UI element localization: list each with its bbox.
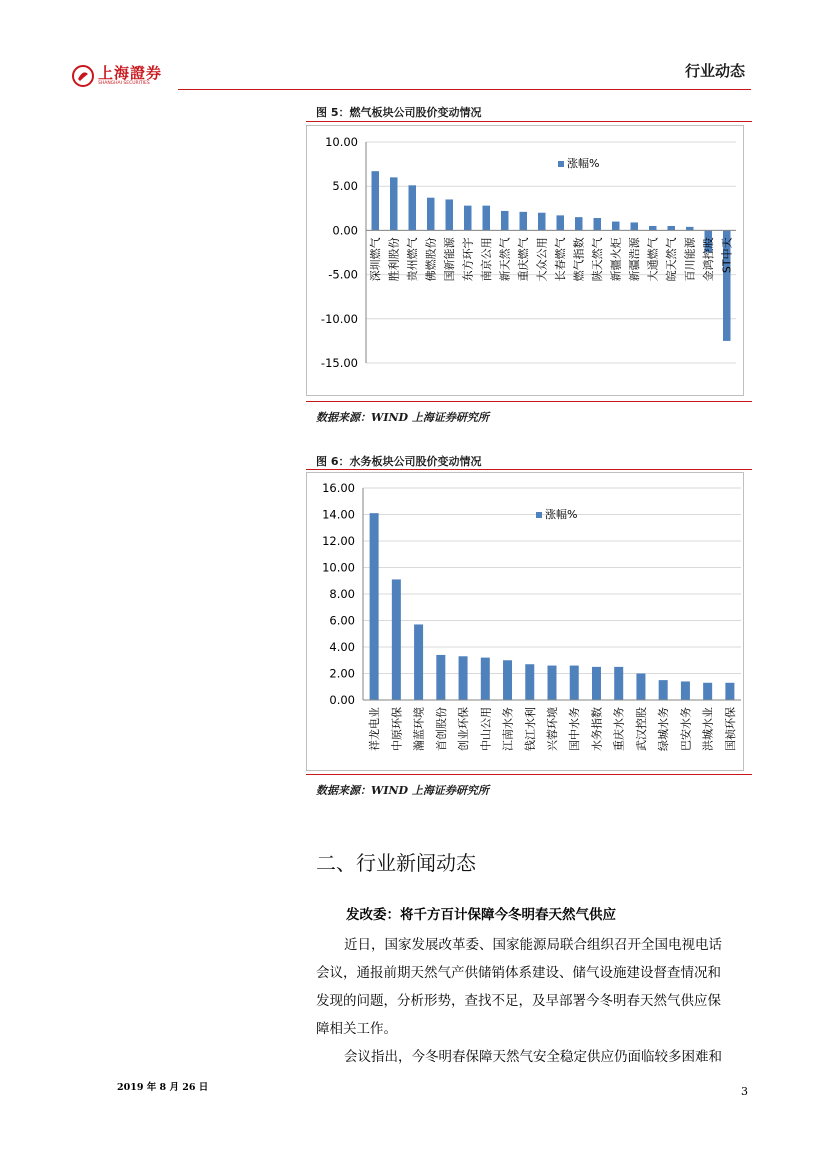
bar [483,206,491,231]
company-logo [72,62,182,90]
legend-swatch [558,161,564,167]
bar [614,667,623,700]
category-label: 陕天然气 [591,237,605,282]
bar [649,226,657,230]
bar [570,666,579,700]
category-label: 新疆浩源 [628,237,642,282]
bar [392,579,401,700]
category-label: 东方环宇 [461,237,475,282]
bar [659,680,668,700]
bar [409,185,417,230]
y-tick-label: 10.00 [322,560,355,575]
figure5-title: 图 5：燃气板块公司股价变动情况 [316,106,482,119]
figure6-source: 数据来源：WIND 上海证券研究所 [316,784,489,797]
y-tick-label: 16.00 [322,481,355,495]
y-tick-label: -5.00 [328,267,358,282]
category-label: 贵州燃气 [406,237,420,282]
category-label: 新疆火炬 [609,237,623,282]
category-label: 首创股份 [434,707,448,751]
bar [446,199,454,230]
category-label: 新天然气 [498,237,512,282]
category-label: 重庆水务 [612,707,626,751]
category-label: 武汉控股 [634,707,648,751]
category-label: 国新能源 [443,237,457,282]
category-label: 南京公用 [480,237,494,282]
category-label: 中原环保 [390,707,404,751]
header-divider [178,89,751,90]
y-tick-label: -15.00 [320,356,358,370]
y-tick-label: 12.00 [322,534,355,548]
category-label: 国中水务 [568,707,582,751]
category-label: 深圳燃气 [369,237,383,282]
bar [557,215,565,230]
bar [612,222,620,231]
footer-date: 2019 年 8 月 26 日 [117,1082,209,1093]
category-label: 水务指数 [590,707,604,751]
bar [686,227,694,231]
figure5-top-rule [306,121,752,122]
y-tick-label: 10.00 [325,135,358,149]
y-tick-label: 0.00 [329,693,355,707]
logo-text: 上海證券 [98,64,163,82]
category-label: 胜利股份 [387,237,401,282]
category-label: 巴安水务 [679,707,693,751]
bar [503,660,512,700]
bar [501,211,509,230]
y-tick-label: 2.00 [329,666,355,681]
category-label: 瀚蓝环境 [412,707,426,751]
category-label: 洪城水业 [701,707,715,751]
category-label: 兴蓉环境 [546,707,559,751]
bar [372,171,380,230]
bar [703,683,712,700]
figure5-source: 数据来源：WIND 上海证券研究所 [316,411,489,424]
y-tick-label: 4.00 [329,640,355,654]
news-paragraph-1 [316,931,754,1043]
figure6-bottom-rule [306,774,752,775]
y-tick-label: 8.00 [329,587,355,601]
logo-emblem-icon [72,65,94,87]
category-label: 大通燃气 [646,237,660,282]
category-label: 钱江水利 [523,707,537,751]
page-number: 3 [741,1085,748,1098]
figure6-title: 图 6：水务板块公司股价变动情况 [316,455,482,468]
y-tick-label: -10.00 [320,311,358,326]
bar [592,667,601,700]
paragraph-line: 障相关工作。 [316,1021,397,1037]
category-label: 金鸿控股 [702,237,716,282]
bar [548,666,557,700]
bar [538,213,546,231]
category-label: 绿城水务 [657,707,671,751]
category-label: 重庆燃气 [517,237,531,282]
paragraph-line: 发现的问题，分析形势，查找不足，及早部署今冬明春天然气供应保 [316,993,721,1009]
bar [636,674,645,701]
legend-swatch [536,512,542,518]
y-tick-label: 0.00 [332,223,358,238]
y-tick-label: 5.00 [332,179,358,194]
bar [594,218,602,230]
legend-label: 涨幅% [567,157,600,170]
bar [459,656,468,700]
figure6-top-rule [306,469,752,470]
bar [725,683,734,700]
section-heading: 二、行业新闻动态 [316,851,476,875]
news-paragraph-2 [316,1043,754,1071]
bar [436,655,445,700]
bar [520,212,528,231]
bar [427,198,435,231]
category-label: 百川能源 [683,237,697,282]
category-label: 国祯环保 [723,707,737,751]
figure5-bottom-rule [306,401,752,402]
figure5-chart [306,125,750,397]
bar [370,513,379,700]
category-label: 皖天然气 [665,237,679,282]
bar [681,681,690,700]
figure6-chart [306,472,750,772]
category-label: ST中天 [720,237,734,274]
category-label: 大众公用 [535,237,549,282]
paragraph-line: 会议，通报前期天然气产供储销体系建设、储气设施建设督查情况和 [316,965,721,981]
y-tick-label: 14.00 [322,507,355,522]
category-label: 江南水务 [501,707,515,751]
paragraph-line: 近日，国家发展改革委、国家能源局联合组织召开全国电视电话 [344,937,722,953]
category-label: 燃气指数 [572,237,586,282]
news-heading: 发改委：将千方百计保障今冬明春天然气供应 [346,907,616,923]
header-title: 行业动态 [684,62,745,80]
bar [390,177,398,230]
bar [631,222,639,230]
category-label: 祥龙电业 [368,707,382,751]
logo-subtext: SHANGHAI SECURITIES [98,81,150,86]
bar [668,226,676,230]
category-label: 创业环保 [457,707,471,751]
bar [525,664,534,700]
category-label: 佛燃股份 [424,237,438,282]
bar [575,217,583,230]
category-label: 长春燃气 [554,237,568,282]
paragraph-line: 会议指出，今冬明春保障天然气安全稳定供应仍面临较多困难和 [344,1049,722,1065]
bar [464,206,472,231]
bar [481,658,490,700]
bar [414,624,423,700]
category-label: 中山公用 [479,707,493,751]
legend-label: 涨幅% [545,508,578,521]
y-tick-label: 6.00 [329,613,355,628]
